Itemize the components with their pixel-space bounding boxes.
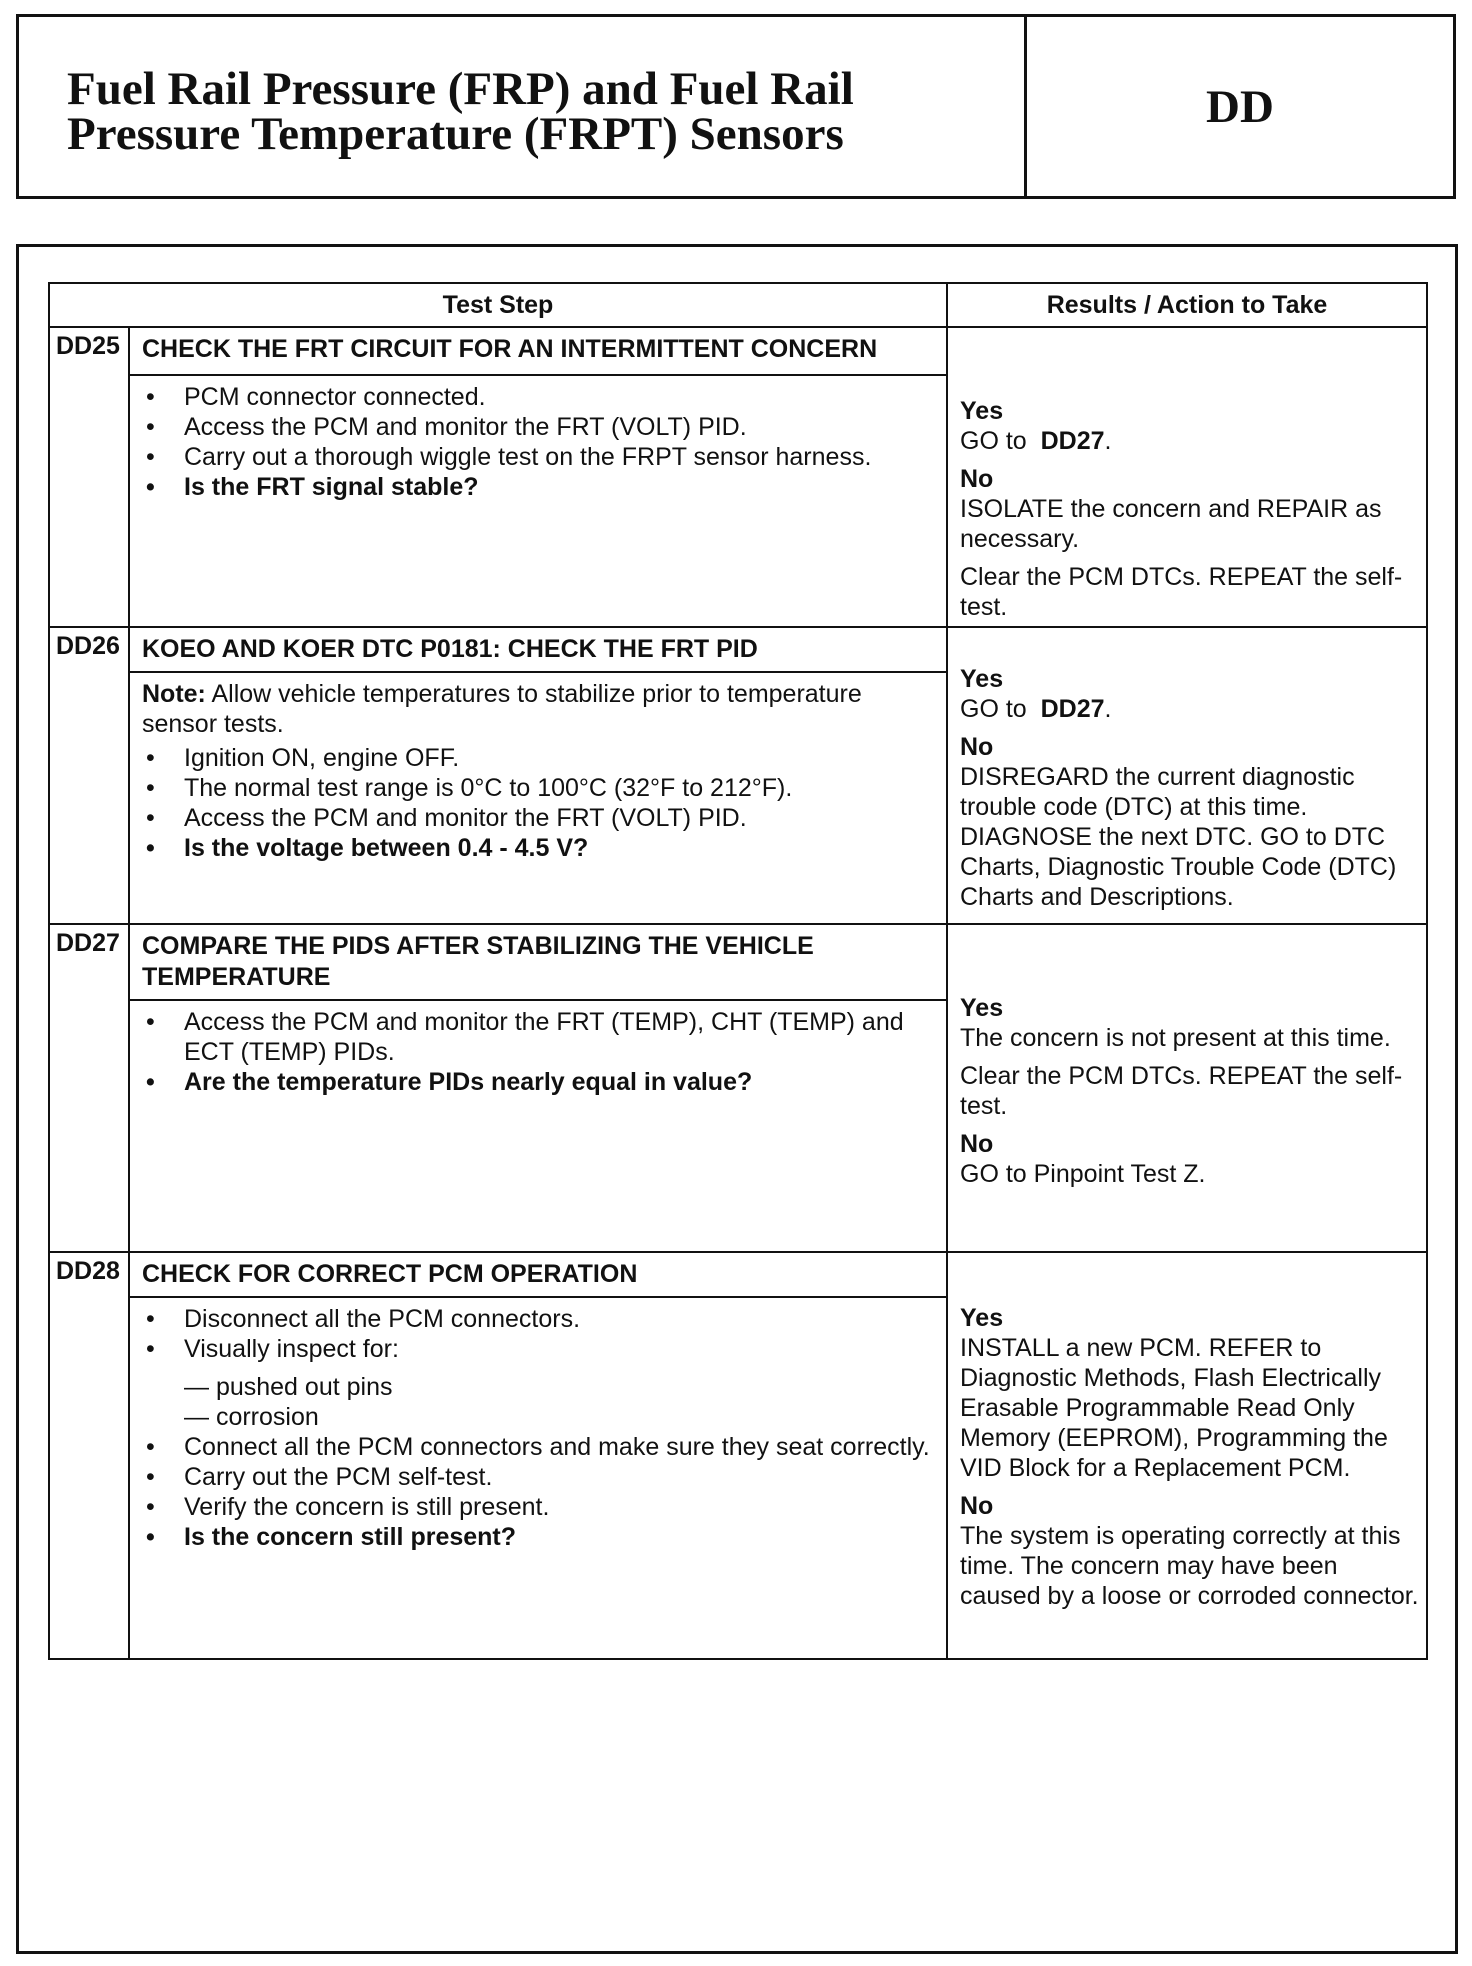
goto-link-dd27[interactable]: DD27 <box>1040 695 1105 723</box>
step-item: • Ignition ON, engine OFF. <box>142 743 938 773</box>
no-label: No <box>960 733 994 761</box>
yes-action: INSTALL a new PCM. REFER to Diagnostic Methods, Flash Electrically Erasable Programmable Read Only Memory (EEPROM), Programming the VID Block for a Replacement PCM. <box>960 1334 1388 1482</box>
pinpoint-test-table <box>48 282 1428 1660</box>
no-action: ISOLATE the concern and REPAIR as necessary. <box>960 495 1382 553</box>
page-title <box>19 17 1027 196</box>
yes-label: Yes <box>960 665 1004 693</box>
step-dd27-title-row <box>49 924 1427 1000</box>
step-item: • Connect all the PCM connectors and make sure they seat correctly. <box>142 1432 938 1462</box>
step-dd25-body <box>129 375 947 627</box>
no-action: DISREGARD the current diagnostic trouble code (DTC) at this time. DIAGNOSE the next DTC. GO to DTC Charts, Diagnostic Trouble Code (DTC) Charts and Descriptions. <box>960 763 1397 911</box>
goto-link-dd27[interactable]: DD27 <box>1040 427 1105 455</box>
step-question: • Are the temperature PIDs nearly equal in value? <box>142 1067 938 1097</box>
yes-action: GO to DD27. <box>960 695 1112 723</box>
inspection-item: — corrosion <box>184 1403 319 1431</box>
step-dd27-body <box>129 1000 947 1252</box>
page-title-line-1: Fuel Rail Pressure (FRP) and Fuel Rail <box>67 63 854 115</box>
page-title-line-2: Pressure Temperature (FRPT) Sensors <box>67 108 844 160</box>
yes-action: GO to DD27. <box>960 427 1112 455</box>
step-item: • Visually inspect for: <box>142 1334 938 1364</box>
step-dd28-results <box>947 1252 1427 1659</box>
step-title: KOEO AND KOER DTC P0181: CHECK THE FRT PID <box>129 627 947 672</box>
inspection-item: — pushed out pins <box>184 1373 393 1401</box>
step-item: • Access the PCM and monitor the FRT (VOLT) PID. <box>142 412 938 442</box>
step-item: • Verify the concern is still present. <box>142 1492 938 1522</box>
yes-label: Yes <box>960 1304 1004 1332</box>
step-id: DD28 <box>49 1252 129 1297</box>
column-header-results: Results / Action to Take <box>947 283 1427 327</box>
no-action-followup: Clear the PCM DTCs. REPEAT the self-test. <box>960 563 1403 621</box>
step-question: • Is the FRT signal stable? <box>142 472 938 502</box>
step-dd25-results <box>947 327 1427 627</box>
no-label: No <box>960 1492 994 1520</box>
step-question: • Is the concern still present? <box>142 1522 938 1552</box>
step-item: • Carry out the PCM self-test. <box>142 1462 938 1492</box>
step-item: • Carry out a thorough wiggle test on the FRPT sensor harness. <box>142 442 938 472</box>
column-header-test-step: Test Step <box>49 283 947 327</box>
step-item: • Access the PCM and monitor the FRT (VOLT) PID. <box>142 803 938 833</box>
step-title: COMPARE THE PIDS AFTER STABILIZING THE VEHICLE TEMPERATURE <box>129 924 947 1000</box>
step-id: DD25 <box>49 327 129 375</box>
step-title: CHECK THE FRT CIRCUIT FOR AN INTERMITTENT CONCERN <box>129 327 947 375</box>
note: Note: Allow vehicle temperatures to stabilize prior to temperature sensor tests. <box>142 680 862 738</box>
yes-action-followup: Clear the PCM DTCs. REPEAT the self-test. <box>960 1062 1403 1120</box>
yes-action: The concern is not present at this time. <box>960 1024 1391 1052</box>
step-dd28-title-row <box>49 1252 1427 1297</box>
step-dd25-title-row <box>49 327 1427 375</box>
step-title: CHECK FOR CORRECT PCM OPERATION <box>129 1252 947 1297</box>
no-action: The system is operating correctly at this time. The concern may have been caused by a loose or corroded connector. <box>960 1522 1419 1610</box>
step-dd26-results <box>947 627 1427 924</box>
step-id: DD27 <box>49 924 129 1000</box>
no-action: GO to Pinpoint Test Z. <box>960 1160 1206 1188</box>
step-item: • Access the PCM and monitor the FRT (TEMP), CHT (TEMP) and ECT (TEMP) PIDs. <box>142 1007 938 1067</box>
step-dd26-title-row <box>49 627 1427 672</box>
step-item: • Disconnect all the PCM connectors. <box>142 1304 938 1334</box>
step-dd27-results <box>947 924 1427 1252</box>
no-label: No <box>960 465 994 493</box>
step-item: • The normal test range is 0°C to 100°C (32°F to 212°F). <box>142 773 938 803</box>
page-header <box>16 14 1456 199</box>
step-dd28-body <box>129 1297 947 1659</box>
yes-label: Yes <box>960 397 1004 425</box>
step-question: • Is the voltage between 0.4 - 4.5 V? <box>142 833 938 863</box>
step-dd26-body <box>129 672 947 924</box>
no-label: No <box>960 1130 994 1158</box>
yes-label: Yes <box>960 994 1004 1022</box>
section-code: DD <box>1206 80 1274 133</box>
inspection-list <box>142 1372 938 1432</box>
table-header-row <box>49 283 1427 327</box>
step-item: • PCM connector connected. <box>142 382 938 412</box>
step-id: DD26 <box>49 627 129 672</box>
